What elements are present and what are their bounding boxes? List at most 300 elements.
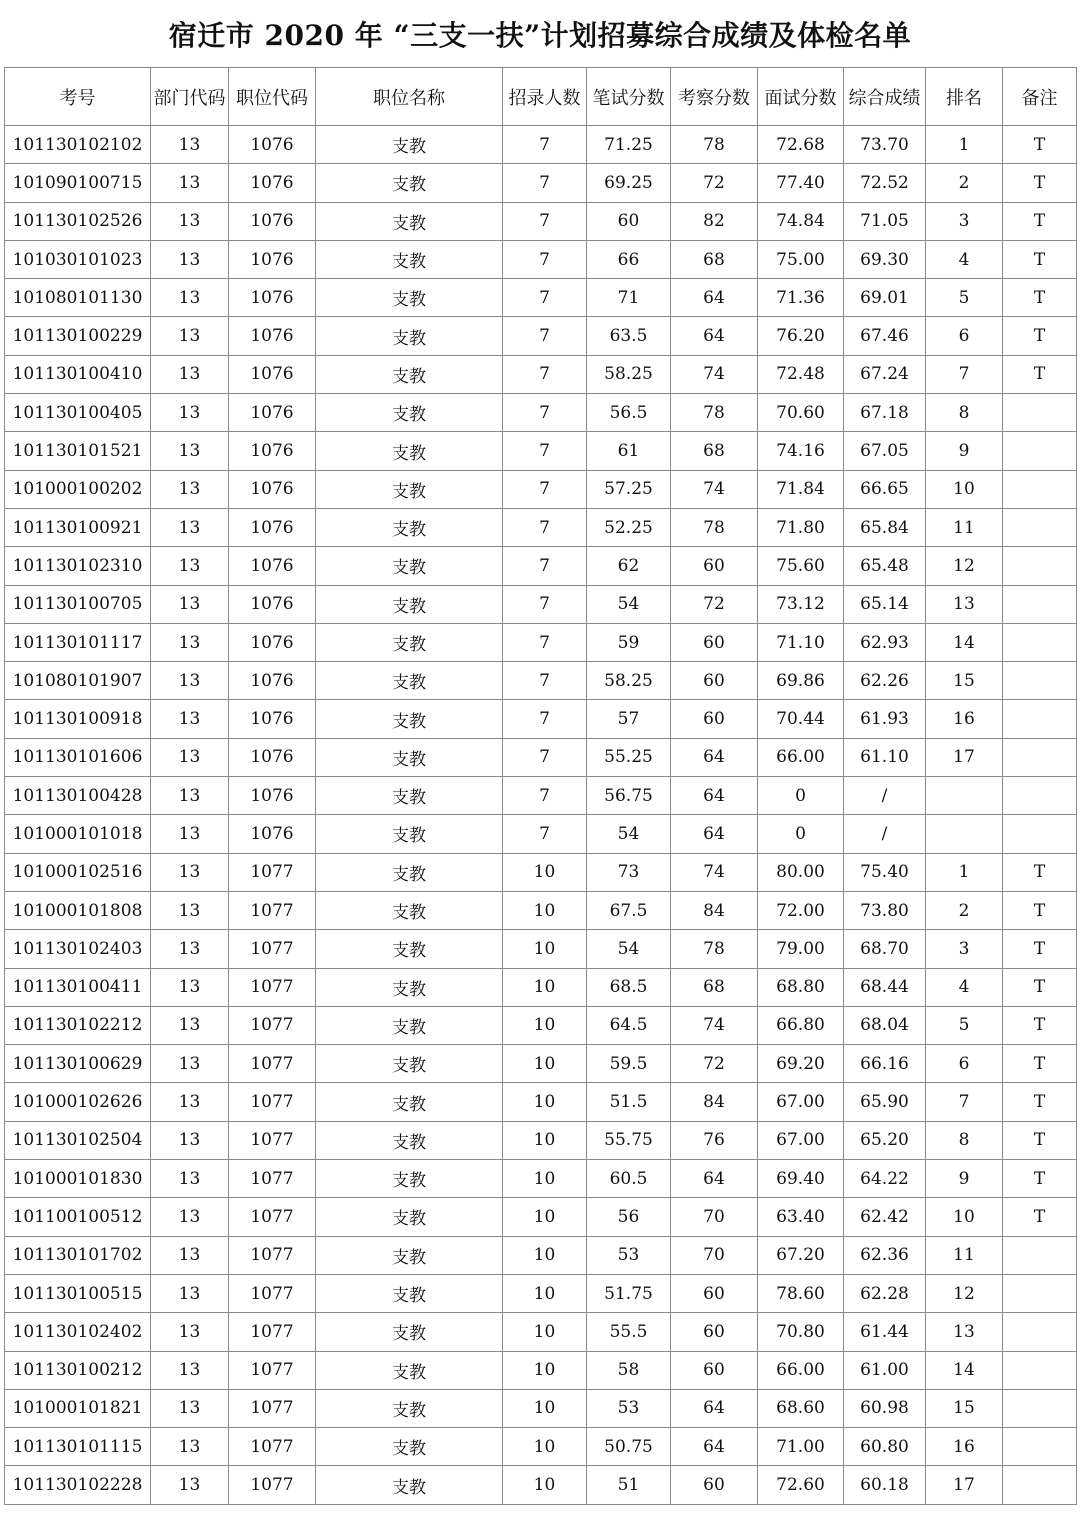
cell-total-score: 69.30 — [844, 240, 926, 278]
cell-remark: T — [1003, 126, 1077, 164]
cell-recruit-count: 10 — [503, 891, 587, 929]
header-total-score: 综合成绩 — [844, 68, 926, 126]
cell-recruit-count: 10 — [503, 853, 587, 891]
cell-written-score: 51 — [587, 1466, 671, 1504]
cell-remark — [1003, 815, 1077, 853]
cell-written-score: 56.75 — [587, 777, 671, 815]
cell-exam-number: 101130100411 — [5, 968, 151, 1006]
cell-rank: 9 — [926, 1160, 1003, 1198]
cell-total-score: 66.65 — [844, 470, 926, 508]
cell-position-name: 支教 — [316, 1274, 503, 1312]
cell-position-code: 1077 — [229, 1160, 316, 1198]
cell-remark — [1003, 508, 1077, 546]
cell-department-code: 13 — [151, 1160, 229, 1198]
cell-exam-number: 101130100405 — [5, 394, 151, 432]
cell-assessment-score: 84 — [671, 1083, 758, 1121]
cell-exam-number: 101130101702 — [5, 1236, 151, 1274]
cell-exam-number: 101130102102 — [5, 126, 151, 164]
cell-remark — [1003, 470, 1077, 508]
cell-assessment-score: 84 — [671, 891, 758, 929]
cell-department-code: 13 — [151, 1428, 229, 1466]
cell-remark — [1003, 1351, 1077, 1389]
cell-total-score: 69.01 — [844, 279, 926, 317]
cell-written-score: 54 — [587, 930, 671, 968]
cell-exam-number: 101130102403 — [5, 930, 151, 968]
cell-rank — [926, 777, 1003, 815]
cell-interview-score: 78.60 — [758, 1274, 844, 1312]
cell-assessment-score: 64 — [671, 777, 758, 815]
cell-total-score: 73.80 — [844, 891, 926, 929]
cell-interview-score: 69.40 — [758, 1160, 844, 1198]
cell-total-score: 68.04 — [844, 1006, 926, 1044]
cell-recruit-count: 10 — [503, 1236, 587, 1274]
cell-assessment-score: 60 — [671, 1466, 758, 1504]
cell-exam-number: 101100100512 — [5, 1198, 151, 1236]
table-row — [5, 355, 1077, 393]
cell-exam-number: 101000101018 — [5, 815, 151, 853]
cell-position-code: 1077 — [229, 1083, 316, 1121]
table-row — [5, 738, 1077, 776]
cell-total-score: 67.46 — [844, 317, 926, 355]
cell-exam-number: 101130100918 — [5, 700, 151, 738]
cell-total-score: 62.28 — [844, 1274, 926, 1312]
cell-assessment-score: 78 — [671, 930, 758, 968]
cell-remark — [1003, 1389, 1077, 1427]
cell-written-score: 54 — [587, 815, 671, 853]
cell-department-code: 13 — [151, 777, 229, 815]
cell-position-name: 支教 — [316, 662, 503, 700]
cell-remark: T — [1003, 853, 1077, 891]
cell-assessment-score: 82 — [671, 202, 758, 240]
cell-position-code: 1077 — [229, 930, 316, 968]
cell-interview-score: 73.12 — [758, 585, 844, 623]
cell-written-score: 62 — [587, 547, 671, 585]
cell-assessment-score: 72 — [671, 1045, 758, 1083]
cell-remark: T — [1003, 968, 1077, 1006]
cell-interview-score: 70.80 — [758, 1313, 844, 1351]
cell-interview-score: 71.84 — [758, 470, 844, 508]
cell-position-code: 1077 — [229, 1236, 316, 1274]
cell-total-score: 65.84 — [844, 508, 926, 546]
cell-rank: 10 — [926, 470, 1003, 508]
cell-assessment-score: 74 — [671, 853, 758, 891]
cell-assessment-score: 60 — [671, 623, 758, 661]
cell-assessment-score: 60 — [671, 662, 758, 700]
cell-position-code: 1076 — [229, 470, 316, 508]
cell-assessment-score: 78 — [671, 394, 758, 432]
cell-total-score: 64.22 — [844, 1160, 926, 1198]
cell-exam-number: 101130100705 — [5, 585, 151, 623]
cell-total-score: 75.40 — [844, 853, 926, 891]
cell-recruit-count: 7 — [503, 815, 587, 853]
cell-recruit-count: 10 — [503, 1006, 587, 1044]
table-row — [5, 853, 1077, 891]
cell-exam-number: 101000101808 — [5, 891, 151, 929]
cell-rank: 12 — [926, 1274, 1003, 1312]
cell-rank: 11 — [926, 508, 1003, 546]
cell-position-code: 1076 — [229, 777, 316, 815]
table-row — [5, 432, 1077, 470]
cell-recruit-count: 7 — [503, 470, 587, 508]
cell-rank: 5 — [926, 1006, 1003, 1044]
cell-department-code: 13 — [151, 968, 229, 1006]
table-row — [5, 1045, 1077, 1083]
cell-written-score: 55.5 — [587, 1313, 671, 1351]
cell-remark — [1003, 1236, 1077, 1274]
table-row — [5, 202, 1077, 240]
cell-recruit-count: 7 — [503, 585, 587, 623]
cell-total-score: 65.90 — [844, 1083, 926, 1121]
cell-recruit-count: 10 — [503, 1389, 587, 1427]
cell-rank: 1 — [926, 126, 1003, 164]
cell-written-score: 56 — [587, 1198, 671, 1236]
cell-department-code: 13 — [151, 738, 229, 776]
cell-exam-number: 101030101023 — [5, 240, 151, 278]
table-row — [5, 470, 1077, 508]
cell-written-score: 71 — [587, 279, 671, 317]
cell-position-name: 支教 — [316, 470, 503, 508]
cell-total-score: / — [844, 777, 926, 815]
cell-remark — [1003, 1428, 1077, 1466]
cell-interview-score: 67.00 — [758, 1083, 844, 1121]
cell-total-score: 61.44 — [844, 1313, 926, 1351]
cell-department-code: 13 — [151, 1236, 229, 1274]
cell-written-score: 55.75 — [587, 1121, 671, 1159]
cell-interview-score: 74.84 — [758, 202, 844, 240]
cell-remark — [1003, 700, 1077, 738]
cell-interview-score: 66.00 — [758, 738, 844, 776]
page-title: 宿迁市 2020 年 “三支一扶”计划招募综合成绩及体检名单 — [168, 19, 912, 52]
cell-written-score: 53 — [587, 1236, 671, 1274]
cell-department-code: 13 — [151, 815, 229, 853]
cell-rank: 6 — [926, 1045, 1003, 1083]
cell-written-score: 53 — [587, 1389, 671, 1427]
cell-assessment-score: 60 — [671, 700, 758, 738]
cell-interview-score: 0 — [758, 815, 844, 853]
cell-total-score: 61.10 — [844, 738, 926, 776]
cell-position-code: 1077 — [229, 1428, 316, 1466]
cell-assessment-score: 64 — [671, 1160, 758, 1198]
cell-position-code: 1076 — [229, 355, 316, 393]
cell-interview-score: 75.60 — [758, 547, 844, 585]
cell-written-score: 59.5 — [587, 1045, 671, 1083]
cell-department-code: 13 — [151, 662, 229, 700]
cell-remark — [1003, 394, 1077, 432]
cell-rank: 11 — [926, 1236, 1003, 1274]
cell-position-name: 支教 — [316, 1236, 503, 1274]
cell-rank: 8 — [926, 1121, 1003, 1159]
cell-assessment-score: 64 — [671, 317, 758, 355]
cell-position-code: 1076 — [229, 547, 316, 585]
cell-written-score: 66 — [587, 240, 671, 278]
cell-rank: 16 — [926, 700, 1003, 738]
cell-department-code: 13 — [151, 1198, 229, 1236]
cell-assessment-score: 78 — [671, 508, 758, 546]
cell-assessment-score: 60 — [671, 547, 758, 585]
cell-exam-number: 101130101117 — [5, 623, 151, 661]
cell-department-code: 13 — [151, 1351, 229, 1389]
cell-interview-score: 74.16 — [758, 432, 844, 470]
cell-recruit-count: 10 — [503, 1121, 587, 1159]
cell-rank: 4 — [926, 968, 1003, 1006]
cell-exam-number: 101130101115 — [5, 1428, 151, 1466]
cell-total-score: 62.42 — [844, 1198, 926, 1236]
cell-total-score: 62.36 — [844, 1236, 926, 1274]
cell-position-name: 支教 — [316, 547, 503, 585]
cell-position-code: 1076 — [229, 700, 316, 738]
cell-department-code: 13 — [151, 394, 229, 432]
cell-department-code: 13 — [151, 700, 229, 738]
cell-remark: T — [1003, 240, 1077, 278]
cell-remark: T — [1003, 1121, 1077, 1159]
cell-department-code: 13 — [151, 1121, 229, 1159]
cell-remark: T — [1003, 1160, 1077, 1198]
cell-rank: 7 — [926, 1083, 1003, 1121]
cell-interview-score: 67.20 — [758, 1236, 844, 1274]
header-exam-number: 考号 — [5, 68, 151, 126]
cell-position-code: 1076 — [229, 508, 316, 546]
table-row — [5, 1351, 1077, 1389]
cell-position-code: 1076 — [229, 394, 316, 432]
header-interview-score: 面试分数 — [758, 68, 844, 126]
cell-assessment-score: 76 — [671, 1121, 758, 1159]
cell-position-name: 支教 — [316, 738, 503, 776]
table-row — [5, 1389, 1077, 1427]
table-row — [5, 164, 1077, 202]
cell-total-score: 67.18 — [844, 394, 926, 432]
cell-recruit-count: 7 — [503, 240, 587, 278]
cell-recruit-count: 7 — [503, 623, 587, 661]
cell-written-score: 71.25 — [587, 126, 671, 164]
cell-remark: T — [1003, 164, 1077, 202]
cell-remark: T — [1003, 355, 1077, 393]
cell-recruit-count: 10 — [503, 1274, 587, 1312]
header-row — [5, 68, 1077, 126]
cell-remark: T — [1003, 930, 1077, 968]
cell-total-score: 60.18 — [844, 1466, 926, 1504]
cell-department-code: 13 — [151, 240, 229, 278]
table-row — [5, 508, 1077, 546]
cell-position-code: 1076 — [229, 164, 316, 202]
cell-department-code: 13 — [151, 891, 229, 929]
cell-exam-number: 101130100921 — [5, 508, 151, 546]
cell-position-code: 1076 — [229, 126, 316, 164]
cell-total-score: 68.44 — [844, 968, 926, 1006]
cell-recruit-count: 7 — [503, 164, 587, 202]
cell-total-score: 61.00 — [844, 1351, 926, 1389]
cell-remark — [1003, 1274, 1077, 1312]
cell-interview-score: 71.80 — [758, 508, 844, 546]
cell-position-code: 1077 — [229, 853, 316, 891]
cell-total-score: 62.93 — [844, 623, 926, 661]
table-row — [5, 394, 1077, 432]
cell-rank: 12 — [926, 547, 1003, 585]
cell-remark: T — [1003, 1083, 1077, 1121]
cell-assessment-score: 70 — [671, 1198, 758, 1236]
cell-rank: 5 — [926, 279, 1003, 317]
cell-exam-number: 101130100410 — [5, 355, 151, 393]
cell-exam-number: 101130100515 — [5, 1274, 151, 1312]
cell-remark: T — [1003, 202, 1077, 240]
cell-rank: 17 — [926, 738, 1003, 776]
cell-exam-number: 101130100229 — [5, 317, 151, 355]
cell-rank: 15 — [926, 662, 1003, 700]
cell-written-score: 64.5 — [587, 1006, 671, 1044]
cell-exam-number: 101130102504 — [5, 1121, 151, 1159]
cell-position-name: 支教 — [316, 930, 503, 968]
cell-exam-number: 101000100202 — [5, 470, 151, 508]
cell-rank: 13 — [926, 585, 1003, 623]
results-table — [4, 67, 1077, 1505]
cell-written-score: 50.75 — [587, 1428, 671, 1466]
cell-department-code: 13 — [151, 930, 229, 968]
cell-position-name: 支教 — [316, 777, 503, 815]
cell-interview-score: 77.40 — [758, 164, 844, 202]
header-rank: 排名 — [926, 68, 1003, 126]
table-row — [5, 240, 1077, 278]
cell-position-code: 1076 — [229, 432, 316, 470]
cell-assessment-score: 60 — [671, 1313, 758, 1351]
cell-written-score: 61 — [587, 432, 671, 470]
cell-interview-score: 0 — [758, 777, 844, 815]
cell-interview-score: 70.60 — [758, 394, 844, 432]
cell-exam-number: 101000102626 — [5, 1083, 151, 1121]
cell-total-score: 67.24 — [844, 355, 926, 393]
cell-rank: 17 — [926, 1466, 1003, 1504]
cell-position-name: 支教 — [316, 853, 503, 891]
table-row — [5, 317, 1077, 355]
cell-position-code: 1077 — [229, 1351, 316, 1389]
cell-written-score: 59 — [587, 623, 671, 661]
cell-position-code: 1077 — [229, 1006, 316, 1044]
cell-rank: 2 — [926, 164, 1003, 202]
cell-recruit-count: 7 — [503, 508, 587, 546]
cell-interview-score: 68.60 — [758, 1389, 844, 1427]
cell-interview-score: 75.00 — [758, 240, 844, 278]
cell-position-code: 1076 — [229, 662, 316, 700]
cell-remark — [1003, 585, 1077, 623]
cell-position-name: 支教 — [316, 202, 503, 240]
cell-total-score: 73.70 — [844, 126, 926, 164]
cell-position-code: 1077 — [229, 1198, 316, 1236]
cell-exam-number: 101080101907 — [5, 662, 151, 700]
cell-interview-score: 80.00 — [758, 853, 844, 891]
cell-position-code: 1076 — [229, 623, 316, 661]
cell-rank: 13 — [926, 1313, 1003, 1351]
cell-written-score: 55.25 — [587, 738, 671, 776]
cell-position-code: 1077 — [229, 1274, 316, 1312]
cell-remark — [1003, 662, 1077, 700]
cell-written-score: 60 — [587, 202, 671, 240]
cell-exam-number: 101130100212 — [5, 1351, 151, 1389]
cell-position-name: 支教 — [316, 1313, 503, 1351]
cell-rank: 3 — [926, 930, 1003, 968]
cell-exam-number: 101090100715 — [5, 164, 151, 202]
cell-interview-score: 71.36 — [758, 279, 844, 317]
cell-assessment-score: 68 — [671, 432, 758, 470]
cell-position-name: 支教 — [316, 585, 503, 623]
cell-interview-score: 76.20 — [758, 317, 844, 355]
cell-assessment-score: 74 — [671, 1006, 758, 1044]
cell-assessment-score: 64 — [671, 815, 758, 853]
header-recruit-count: 招录人数 — [503, 68, 587, 126]
cell-total-score: 68.70 — [844, 930, 926, 968]
cell-written-score: 69.25 — [587, 164, 671, 202]
cell-written-score: 57 — [587, 700, 671, 738]
cell-total-score: 67.05 — [844, 432, 926, 470]
cell-department-code: 13 — [151, 1006, 229, 1044]
cell-total-score: 66.16 — [844, 1045, 926, 1083]
cell-interview-score: 66.00 — [758, 1351, 844, 1389]
cell-recruit-count: 7 — [503, 126, 587, 164]
cell-department-code: 13 — [151, 202, 229, 240]
cell-department-code: 13 — [151, 1083, 229, 1121]
cell-position-code: 1076 — [229, 240, 316, 278]
cell-total-score: 65.14 — [844, 585, 926, 623]
table-row — [5, 547, 1077, 585]
cell-position-code: 1076 — [229, 815, 316, 853]
cell-assessment-score: 60 — [671, 1351, 758, 1389]
cell-total-score: / — [844, 815, 926, 853]
header-assessment-score: 考察分数 — [671, 68, 758, 126]
cell-department-code: 13 — [151, 1389, 229, 1427]
cell-department-code: 13 — [151, 1466, 229, 1504]
cell-interview-score: 72.00 — [758, 891, 844, 929]
cell-remark — [1003, 777, 1077, 815]
cell-total-score: 65.48 — [844, 547, 926, 585]
cell-assessment-score: 68 — [671, 968, 758, 1006]
cell-remark: T — [1003, 891, 1077, 929]
cell-department-code: 13 — [151, 355, 229, 393]
cell-recruit-count: 10 — [503, 1160, 587, 1198]
cell-assessment-score: 74 — [671, 470, 758, 508]
cell-recruit-count: 10 — [503, 1466, 587, 1504]
cell-recruit-count: 7 — [503, 432, 587, 470]
cell-written-score: 58.25 — [587, 662, 671, 700]
cell-interview-score: 69.20 — [758, 1045, 844, 1083]
cell-rank — [926, 815, 1003, 853]
cell-assessment-score: 64 — [671, 1428, 758, 1466]
table-row — [5, 930, 1077, 968]
cell-position-name: 支教 — [316, 164, 503, 202]
cell-total-score: 62.26 — [844, 662, 926, 700]
cell-position-name: 支教 — [316, 240, 503, 278]
cell-interview-score: 70.44 — [758, 700, 844, 738]
cell-recruit-count: 7 — [503, 202, 587, 240]
cell-remark: T — [1003, 1006, 1077, 1044]
cell-assessment-score: 64 — [671, 1389, 758, 1427]
cell-rank: 1 — [926, 853, 1003, 891]
cell-rank: 14 — [926, 1351, 1003, 1389]
cell-remark: T — [1003, 1198, 1077, 1236]
cell-exam-number: 101000101821 — [5, 1389, 151, 1427]
cell-rank: 10 — [926, 1198, 1003, 1236]
cell-recruit-count: 7 — [503, 662, 587, 700]
cell-department-code: 13 — [151, 547, 229, 585]
cell-assessment-score: 70 — [671, 1236, 758, 1274]
cell-recruit-count: 10 — [503, 1428, 587, 1466]
table-row — [5, 700, 1077, 738]
cell-exam-number: 101130102402 — [5, 1313, 151, 1351]
cell-position-name: 支教 — [316, 1198, 503, 1236]
cell-written-score: 57.25 — [587, 470, 671, 508]
cell-total-score: 71.05 — [844, 202, 926, 240]
cell-interview-score: 79.00 — [758, 930, 844, 968]
cell-position-name: 支教 — [316, 1389, 503, 1427]
cell-recruit-count: 7 — [503, 700, 587, 738]
table-row — [5, 1198, 1077, 1236]
table-row — [5, 662, 1077, 700]
